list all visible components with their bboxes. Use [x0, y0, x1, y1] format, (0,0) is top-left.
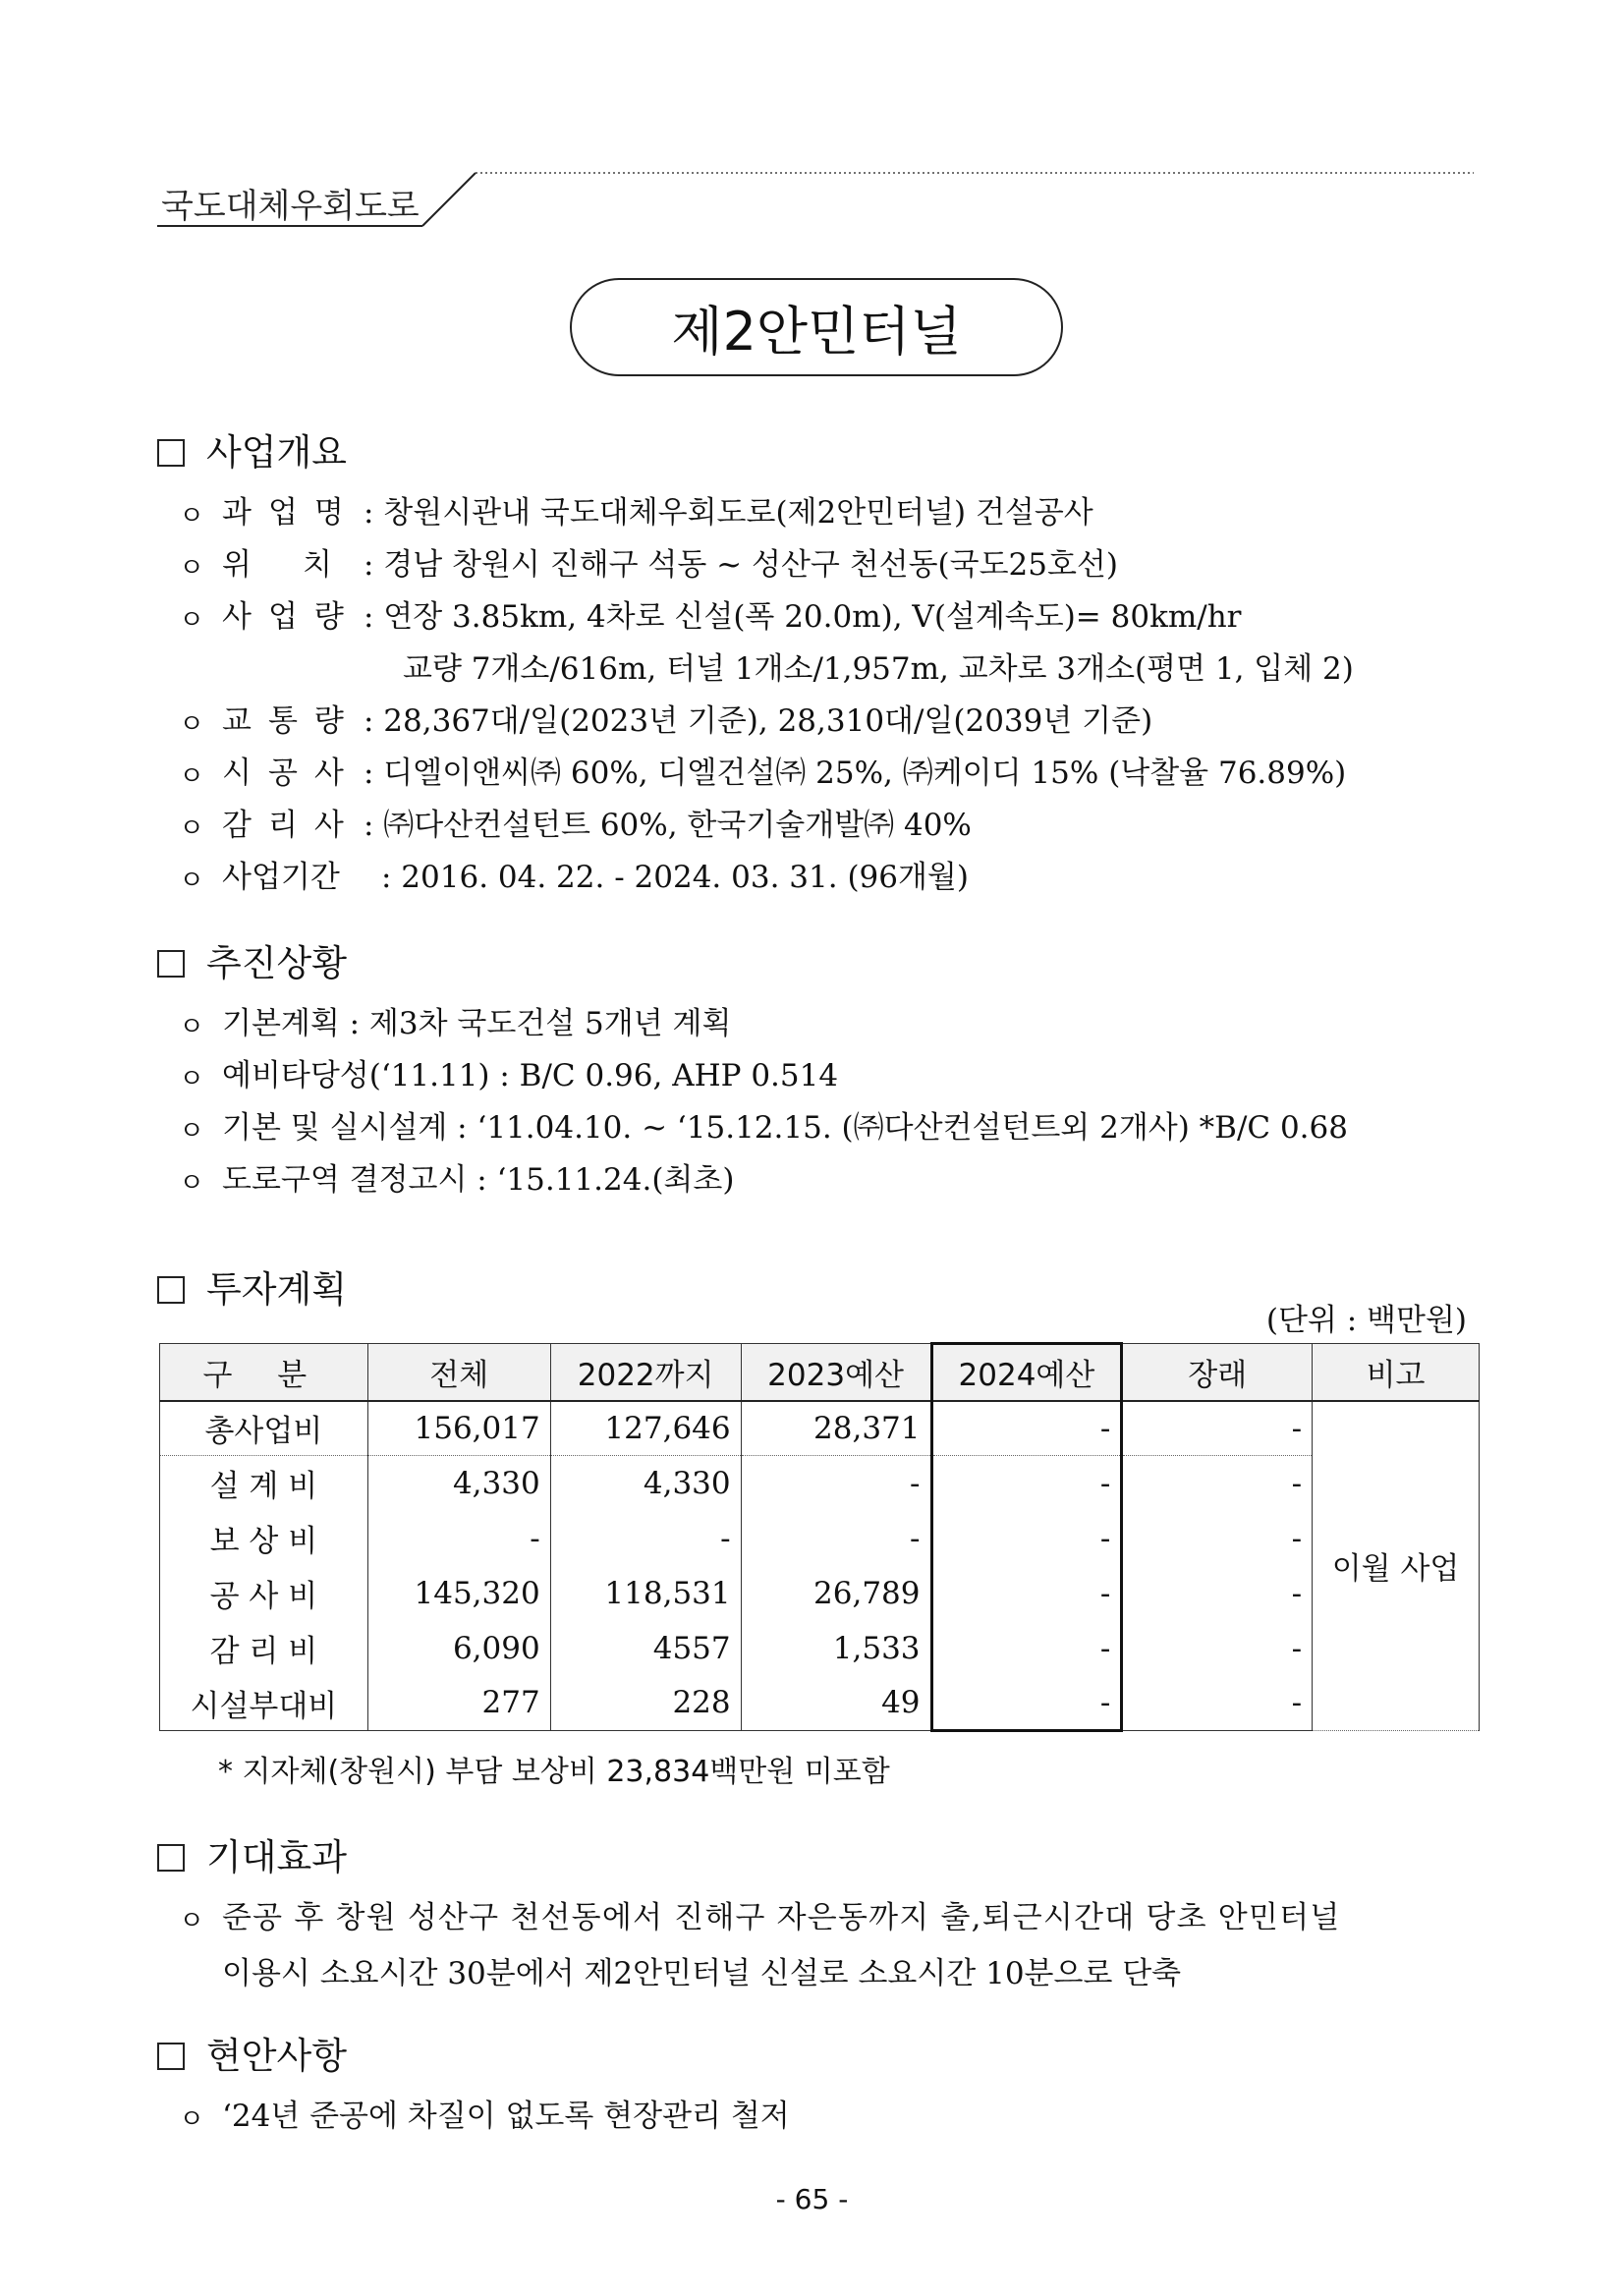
overview-supervisor-label: 감리사 — [222, 808, 361, 843]
bullet-icon: ㅇ — [179, 1064, 205, 1094]
checkbox-square-icon — [157, 1276, 185, 1304]
col-header-2023-budget: 2023예산 — [741, 1344, 931, 1401]
bullet-icon: ㅇ — [179, 709, 205, 740]
progress-item: 기본계획 : 제3차 국도건설 5개년 계획 — [222, 1006, 732, 1041]
bullet-icon: ㅇ — [179, 553, 205, 584]
bullet-icon: ㅇ — [179, 501, 205, 532]
cell-total: 4,330 — [367, 1456, 550, 1511]
table-row — [160, 1511, 1480, 1566]
overview-traffic-label: 교통량 — [222, 703, 361, 739]
bullet-icon: ㅇ — [179, 1012, 205, 1042]
bullet-icon: ㅇ — [179, 1168, 205, 1199]
section-investment: 투자계획 — [157, 1260, 347, 1313]
overview-traffic-value: : 28,367대/일(2023년 기준), 28,310대/일(2039년 기준) — [364, 703, 1153, 739]
page-header — [157, 167, 1474, 236]
checkbox-square-icon — [157, 439, 185, 467]
overview-period-value: : 2016. 04. 22. - 2024. 03. 31. (96개월) — [381, 860, 969, 895]
cell-2024: - — [931, 1621, 1122, 1676]
bullet-icon: ㅇ — [179, 1906, 205, 1936]
cell-2024: - — [931, 1566, 1122, 1621]
cell-until-2022: - — [550, 1511, 741, 1566]
overview-name-label: 과업명 — [222, 495, 361, 531]
overview-location-label: 위치 — [222, 547, 383, 583]
cell-until-2022: 4,330 — [550, 1456, 741, 1511]
cell-2023: 28,371 — [741, 1401, 931, 1456]
overview-contractor-value: : 디엘이앤씨㈜ 60%, 디엘건설㈜ 25%, ㈜케이디 15% (낙찰율 76.89%) — [364, 756, 1347, 791]
progress-item: 예비타당성(‘11.11) : B/C 0.96, AHP 0.514 — [222, 1058, 839, 1093]
overview-scale-value: : 연장 3.85km, 4차로 신설(폭 20.0m), V(설계속도)= 80km/hr — [364, 599, 1242, 635]
investment-table — [159, 1342, 1480, 1732]
col-header-remarks: 비고 — [1313, 1344, 1480, 1401]
row-label: 설 계 비 — [160, 1456, 368, 1511]
remarks-cell: 이월 사업 — [1313, 1401, 1480, 1731]
col-header-category: 구 분 — [160, 1344, 368, 1401]
bullet-icon: ㅇ — [179, 2104, 205, 2135]
overview-scale-label: 사업량 — [222, 599, 361, 635]
bullet-icon: ㅇ — [179, 761, 205, 792]
effect-line-1: 준공 후 창원 성산구 천선동에서 진해구 자은동까지 출,퇴근시간대 당초 안민터널 — [222, 1900, 1341, 1935]
overview-name-value: : 창원시관내 국도대체우회도로(제2안민터널) 건설공사 — [364, 495, 1093, 531]
issue-item: ‘24년 준공에 차질이 없도록 현장관리 철저 — [222, 2099, 790, 2134]
row-label: 공 사 비 — [160, 1566, 368, 1621]
cell-total: - — [367, 1511, 550, 1566]
checkbox-square-icon — [157, 950, 185, 978]
page-number: - 65 - — [775, 2183, 849, 2215]
overview-supervisor-value: : ㈜다산컨설턴트 60%, 한국기술개발㈜ 40% — [364, 808, 972, 843]
table-header-row — [160, 1344, 1480, 1401]
checkbox-square-icon — [157, 2043, 185, 2070]
cell-2024: - — [931, 1401, 1122, 1456]
table-unit: (단위 : 백만원) — [1265, 1303, 1467, 1338]
overview-location-value: : 경남 창원시 진해구 석동 ~ 성산구 천선동(국도25호선) — [364, 547, 1118, 583]
row-label: 총사업비 — [160, 1401, 368, 1456]
col-header-2024-budget: 2024예산 — [931, 1344, 1122, 1401]
cell-2024: - — [931, 1676, 1122, 1731]
cell-2024: - — [931, 1511, 1122, 1566]
cell-2023: 1,533 — [741, 1621, 931, 1676]
col-header-until-2022: 2022까지 — [550, 1344, 741, 1401]
effect-line-2: 이용시 소요시간 30분에서 제2안민터널 신설로 소요시간 10분으로 단축 — [222, 1956, 1182, 1991]
table-row — [160, 1676, 1480, 1731]
cell-future: - — [1122, 1676, 1313, 1731]
row-label: 보 상 비 — [160, 1511, 368, 1566]
cell-future: - — [1122, 1401, 1313, 1456]
cell-total: 145,320 — [367, 1566, 550, 1621]
title-box — [570, 278, 1063, 376]
table-footnote: * 지자체(창원시) 부담 보상비 23,834백만원 미포함 — [218, 1755, 890, 1789]
bullet-icon: ㅇ — [179, 605, 205, 636]
cell-2023: - — [741, 1511, 931, 1566]
col-header-future: 장래 — [1122, 1344, 1313, 1401]
cell-future: - — [1122, 1621, 1313, 1676]
cell-total: 6,090 — [367, 1621, 550, 1676]
cell-2023: 49 — [741, 1676, 931, 1731]
cell-until-2022: 4557 — [550, 1621, 741, 1676]
header-category: 국도대체우회도로 — [161, 187, 420, 226]
cell-future: - — [1122, 1511, 1313, 1566]
row-label: 감 리 비 — [160, 1621, 368, 1676]
cell-until-2022: 118,531 — [550, 1566, 741, 1621]
section-issues: 현안사항 — [157, 2026, 347, 2079]
cell-until-2022: 228 — [550, 1676, 741, 1731]
overview-scale-value-2: 교량 7개소/616m, 터널 1개소/1,957m, 교차로 3개소(평면 1, 입체 2) — [403, 651, 1354, 687]
cell-until-2022: 127,646 — [550, 1401, 741, 1456]
bullet-icon: ㅇ — [179, 1116, 205, 1147]
table-row — [160, 1566, 1480, 1621]
overview-period-label: 사업기간 — [222, 860, 340, 895]
progress-item: 도로구역 결정고시 : ‘15.11.24.(최초) — [222, 1162, 735, 1198]
cell-future: - — [1122, 1566, 1313, 1621]
cell-2023: 26,789 — [741, 1566, 931, 1621]
section-overview: 사업개요 — [157, 422, 347, 476]
table-row — [160, 1401, 1480, 1456]
page-title: 제2안민터널 — [671, 300, 962, 363]
cell-future: - — [1122, 1456, 1313, 1511]
cell-total: 156,017 — [367, 1401, 550, 1456]
cell-total: 277 — [367, 1676, 550, 1731]
table-row — [160, 1456, 1480, 1511]
table-row — [160, 1621, 1480, 1676]
checkbox-square-icon — [157, 1844, 185, 1872]
col-header-total: 전체 — [367, 1344, 550, 1401]
bullet-icon: ㅇ — [179, 866, 205, 896]
row-label: 시설부대비 — [160, 1676, 368, 1731]
section-effect: 기대효과 — [157, 1827, 347, 1880]
progress-item: 기본 및 실시설계 : ‘11.04.10. ~ ‘15.12.15. (㈜다산컨설턴트외 2개사) *B/C 0.68 — [222, 1110, 1348, 1146]
cell-2023: - — [741, 1456, 931, 1511]
overview-contractor-label: 시공사 — [222, 756, 361, 791]
section-progress: 추진상황 — [157, 933, 347, 986]
bullet-icon: ㅇ — [179, 813, 205, 844]
cell-2024: - — [931, 1456, 1122, 1511]
